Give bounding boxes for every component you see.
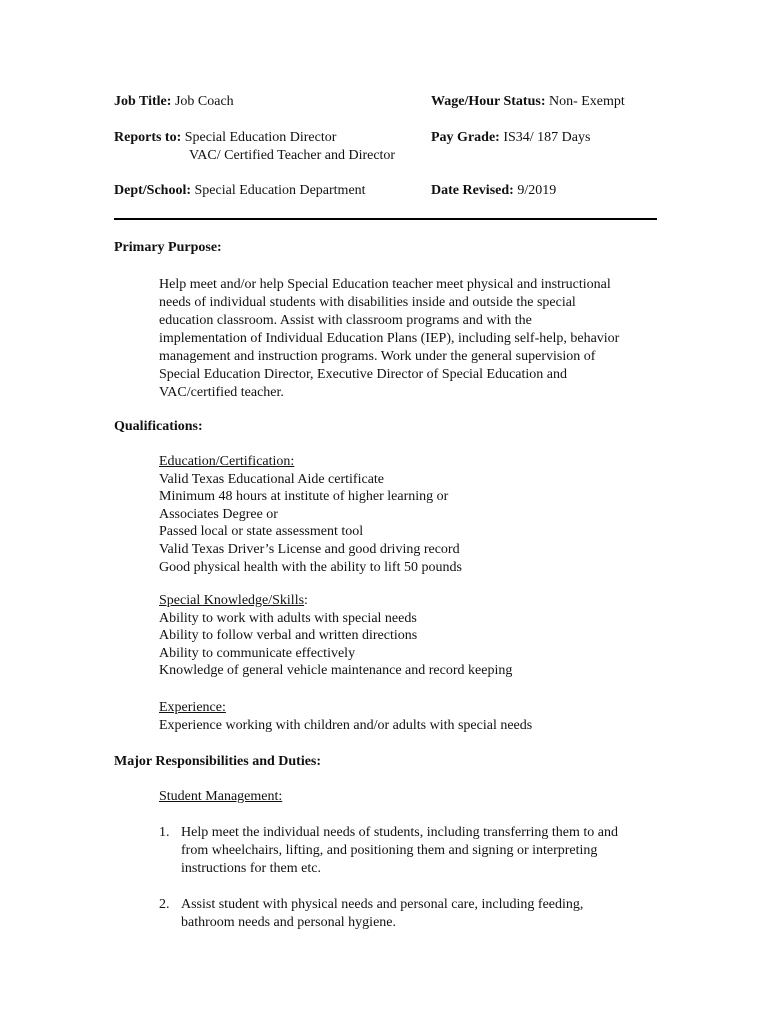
duty-item-1 (181, 824, 618, 878)
reports-to-label: Reports to: (114, 130, 182, 145)
duty-item-2 (181, 896, 583, 932)
education-item: Valid Texas Educational Aide certificate (159, 471, 385, 487)
skills-block (159, 592, 512, 680)
wage-status-value: Non- Exempt (548, 94, 625, 109)
student-management-subheading: Student Management: (159, 789, 283, 804)
job-title-field (114, 93, 234, 111)
job-title-value: Job Coach (174, 94, 234, 109)
skills-item: Ability to work with adults with special needs (159, 610, 417, 626)
experience-item: Experience working with children and/or adults with special needs (159, 717, 533, 733)
skills-item: Ability to follow verbal and written directions (159, 628, 418, 644)
skills-item: Knowledge of general vehicle maintenance and record keeping (159, 663, 513, 679)
purpose-line: implementation of Individual Education Plans (IEP), including self-help, behavior (159, 331, 620, 346)
responsibilities-heading-text: Major Responsibilities and Duties: (114, 754, 322, 769)
experience-block (159, 699, 532, 734)
skills-title-line (159, 592, 512, 610)
pay-grade-label: Pay Grade: (431, 130, 500, 145)
skills-title: Special Knowledge/Skills (159, 593, 305, 608)
skills-title-suffix: : (304, 593, 308, 608)
purpose-line: education classroom. Assist with classroom programs and with the (159, 313, 532, 328)
responsibilities-heading (114, 753, 321, 771)
education-item: Passed local or state assessment tool (159, 524, 364, 540)
education-item: Associates Degree or (159, 506, 278, 522)
purpose-line: management and instruction programs. Work under the general supervision of (159, 349, 596, 364)
pay-grade-field (431, 129, 590, 147)
dept-school-value: Special Education Department (194, 183, 366, 198)
date-revised-label: Date Revised: (431, 183, 514, 198)
reports-to-value-2: VAC/ Certified Teacher and Director (189, 148, 396, 163)
primary-purpose-paragraph (159, 276, 659, 402)
qualifications-heading-text: Qualifications: (114, 419, 203, 434)
duty-line: bathroom needs and personal hygiene. (181, 915, 396, 930)
purpose-line: needs of individual students with disabilities inside and outside the special (159, 295, 576, 310)
duty-number: 2. (159, 897, 170, 912)
duty-line: instructions for them etc. (181, 861, 321, 876)
primary-purpose-heading-text: Primary Purpose: (114, 240, 222, 255)
purpose-line: VAC/certified teacher. (159, 385, 284, 400)
job-title-label: Job Title: (114, 94, 172, 109)
duty-line: from wheelchairs, lifting, and positioning them and signing or interpreting (181, 843, 598, 858)
pay-grade-value: IS34/ 187 Days (503, 130, 591, 145)
header-divider (114, 218, 657, 220)
date-revised-value: 9/2019 (517, 183, 557, 198)
wage-status-field (431, 93, 625, 111)
purpose-line: Help meet and/or help Special Education teacher meet physical and instructional (159, 277, 611, 292)
reports-to-value-1: Special Education Director (184, 130, 337, 145)
education-block (159, 453, 462, 576)
wage-status-label: Wage/Hour Status: (431, 94, 546, 109)
duty-line: Help meet the individual needs of students, including transferring them to and (181, 825, 619, 840)
experience-title: Experience: (159, 700, 226, 715)
purpose-line: Special Education Director, Executive Director of Special Education and (159, 367, 568, 382)
education-item: Good physical health with the ability to lift 50 pounds (159, 559, 462, 575)
education-title: Education/Certification: (159, 454, 295, 469)
duty-line: Assist student with physical needs and personal care, including feeding, (181, 897, 584, 912)
reports-to-field (114, 129, 336, 147)
education-item: Valid Texas Driver’s License and good driving record (159, 541, 460, 557)
dept-school-field (114, 182, 366, 200)
qualifications-heading (114, 418, 203, 436)
dept-school-label: Dept/School: (114, 183, 191, 198)
education-item: Minimum 48 hours at institute of higher learning or (159, 489, 449, 505)
date-revised-field (431, 182, 556, 200)
primary-purpose-heading (114, 239, 222, 257)
duty-number: 1. (159, 825, 170, 840)
skills-item: Ability to communicate effectively (159, 645, 356, 661)
